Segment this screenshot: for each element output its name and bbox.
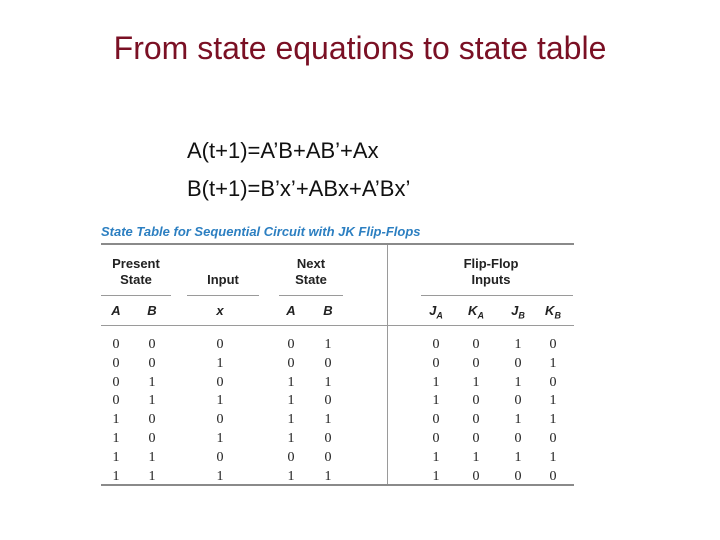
cell-next-b: 1 [324,412,332,428]
cell-input-x: 0 [216,412,224,428]
col-next-b: B [323,303,333,318]
cell-jb: 0 [514,430,522,446]
cell-present-b: 0 [148,355,156,371]
cell-present-a: 1 [112,412,120,428]
cell-kb: 1 [549,393,557,409]
cell-ka: 0 [472,393,480,409]
cell-next-b: 0 [324,449,332,465]
cell-present-b: 1 [148,449,156,465]
cell-next-b: 1 [324,374,332,390]
cell-jb: 1 [514,412,522,428]
cell-present-a: 0 [112,337,120,352]
cell-next-b: 0 [324,355,332,371]
underline-ff [421,295,573,296]
header-next-line1: Next [296,256,326,271]
cell-kb: 1 [549,412,557,428]
cell-present-a: 0 [112,355,120,371]
equation-a: A(t+1)=A’B+AB’+Ax [187,138,379,163]
table-row [101,374,574,393]
table-row [101,392,574,411]
underline-next [279,295,343,296]
cell-next-b: 1 [324,468,332,484]
col-ka-sub: A [477,310,484,321]
cell-kb: 0 [549,430,557,446]
cell-kb: 1 [549,355,557,371]
cell-kb: 0 [549,337,557,352]
cell-next-a: 1 [287,412,295,428]
cell-present-b: 1 [148,393,156,409]
cell-kb: 1 [549,449,557,465]
col-ja-base: J [429,303,437,318]
cell-next-b: 0 [324,430,332,446]
cell-jb: 1 [514,449,522,465]
col-next-a: A [286,303,296,318]
table-row [101,355,574,374]
header-present-line2: State [120,272,152,287]
cell-jb: 1 [514,374,522,390]
cell-ka: 1 [472,374,480,390]
col-ka-base: K [468,303,478,318]
cell-ja: 0 [432,355,440,371]
col-jb-sub: B [518,310,525,321]
cell-next-a: 0 [287,337,295,352]
col-present-a: A [111,303,121,318]
cell-input-x: 0 [216,337,224,352]
col-ja-sub: A [436,310,443,321]
cell-ja: 0 [432,412,440,428]
cell-input-x: 0 [216,449,224,465]
table-caption: State Table for Sequential Circuit with JK Flip-Flops [101,224,421,239]
cell-present-a: 1 [112,430,120,446]
cell-ja: 1 [432,468,440,484]
cell-ja: 1 [432,374,440,390]
col-ka [461,303,491,321]
col-input-x: x [216,303,224,318]
cell-input-x: 1 [216,468,224,484]
cell-next-b: 0 [324,393,332,409]
column-header-rule [101,325,574,326]
state-table [101,243,574,486]
cell-present-b: 0 [148,430,156,446]
table-body [101,336,574,486]
cell-input-x: 1 [216,430,224,446]
col-kb-base: K [545,303,555,318]
header-present-line1: Present [112,256,160,271]
table-row [101,430,574,449]
header-next-line2: State [295,272,327,287]
table-row [101,336,574,355]
col-ja [421,303,451,321]
col-kb [538,303,568,321]
header-ff-line1: Flip-Flop [463,256,519,271]
cell-jb: 0 [514,393,522,409]
cell-present-a: 0 [112,393,120,409]
col-kb-sub: B [554,310,561,321]
cell-jb: 0 [514,468,522,484]
header-flip-flop-inputs [421,256,561,288]
cell-present-b: 0 [148,412,156,428]
cell-input-x: 1 [216,393,224,409]
col-present-b: B [147,303,157,318]
equation-b: B(t+1)=B’x’+ABx+A’Bx’ [187,176,411,201]
cell-present-b: 0 [148,337,156,352]
cell-ka: 0 [472,412,480,428]
header-next-state [279,256,343,288]
col-jb [503,303,533,321]
cell-next-a: 0 [287,449,295,465]
col-jb-base: J [511,303,519,318]
cell-kb: 0 [549,374,557,390]
cell-next-b: 1 [324,337,332,352]
underline-input [187,295,259,296]
slide-title: From state equations to state table [113,30,607,66]
header-present-state [101,256,171,288]
cell-next-a: 1 [287,393,295,409]
cell-kb: 0 [549,468,557,484]
table-row [101,449,574,468]
cell-ka: 0 [472,430,480,446]
cell-input-x: 1 [216,355,224,371]
cell-ja: 1 [432,449,440,465]
cell-present-b: 1 [148,468,156,484]
cell-ja: 0 [432,337,440,352]
state-equations [187,132,410,208]
cell-ka: 0 [472,355,480,371]
cell-next-a: 1 [287,430,295,446]
table-row [101,468,574,487]
cell-next-a: 0 [287,355,295,371]
cell-ka: 1 [472,449,480,465]
cell-next-a: 1 [287,468,295,484]
cell-next-a: 1 [287,374,295,390]
cell-jb: 1 [514,337,522,352]
cell-present-b: 1 [148,374,156,390]
cell-ja: 1 [432,393,440,409]
cell-present-a: 1 [112,468,120,484]
cell-input-x: 0 [216,374,224,390]
cell-ja: 0 [432,430,440,446]
header-ff-line2: Inputs [471,272,511,287]
header-input: Input [207,272,239,287]
cell-ka: 0 [472,468,480,484]
cell-present-a: 0 [112,374,120,390]
underline-present [101,295,171,296]
cell-present-a: 1 [112,449,120,465]
cell-jb: 0 [514,355,522,371]
table-row [101,411,574,430]
cell-ka: 0 [472,337,480,352]
